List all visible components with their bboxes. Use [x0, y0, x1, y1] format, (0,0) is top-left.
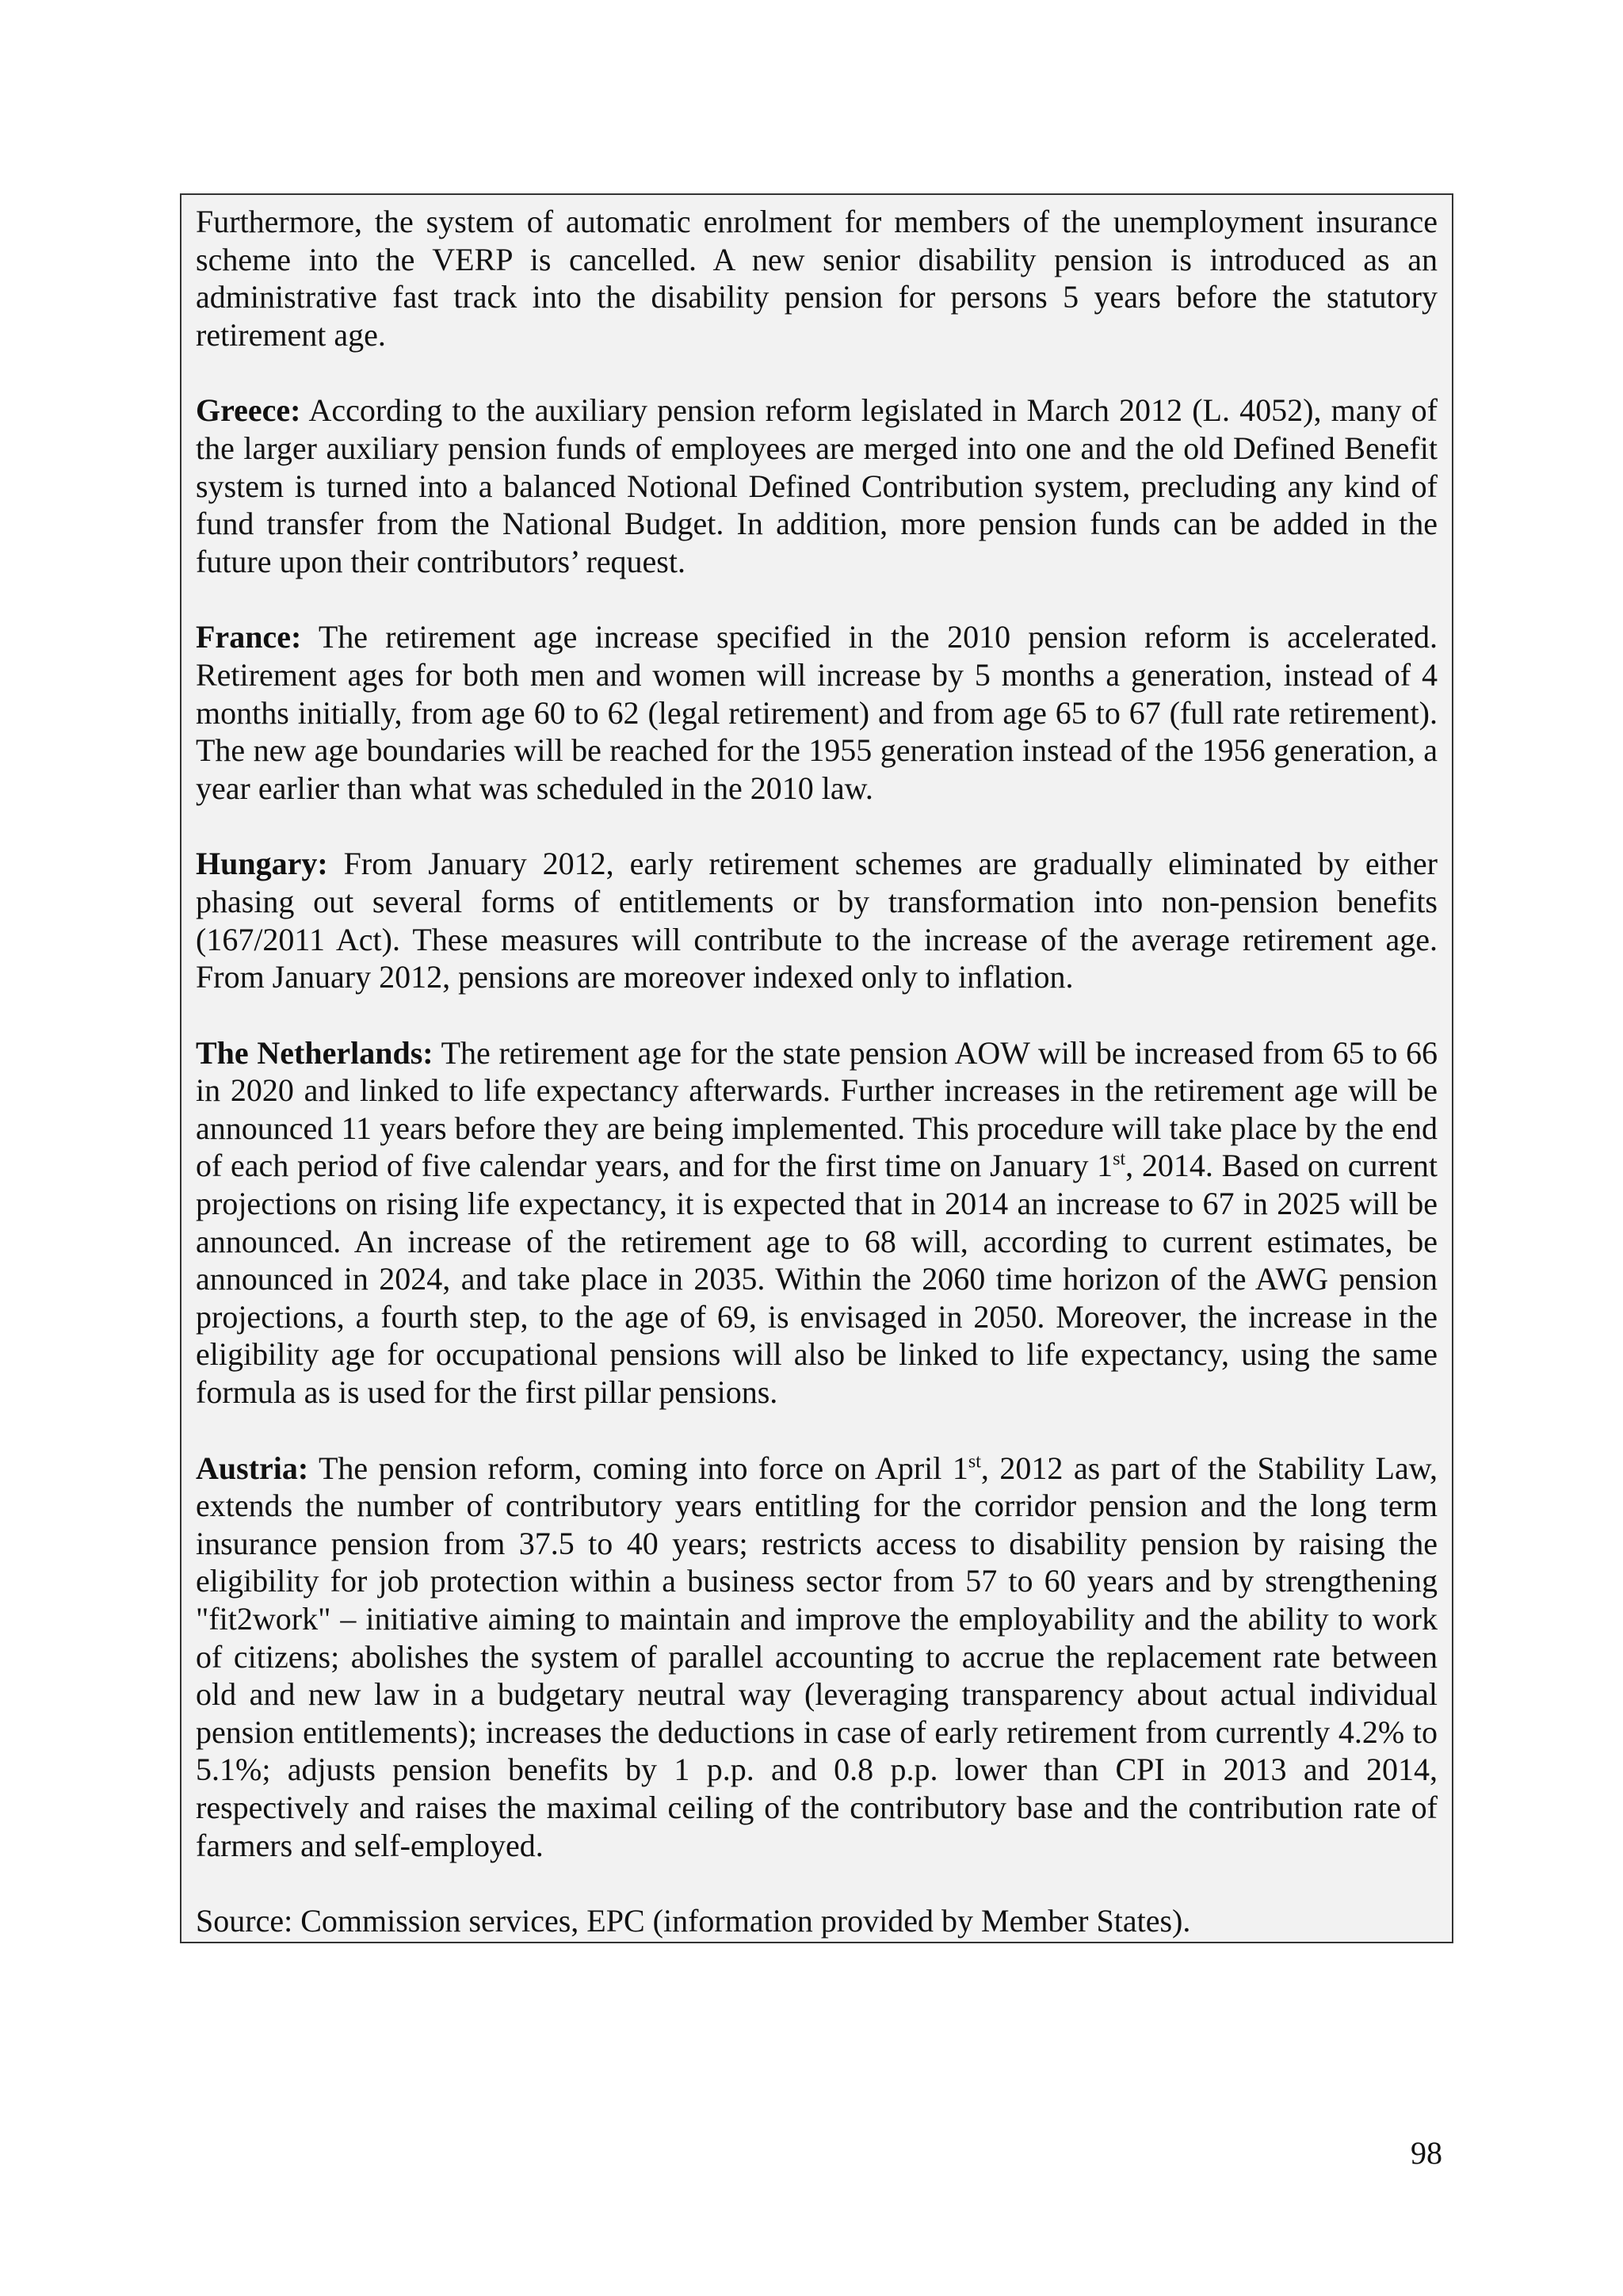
boxed-text-panel: [180, 193, 1453, 1943]
netherlands-text-part-1: The retirement age for the state pension AOW will be increased from 65 to 66 in 2020 and linked to life expectancy afterwards. Further increases in the retirement age will be announced 11 years before they are being implemented. This procedure will take place by the end of each period of five calendar years, and for the first time on January 1: [196, 1034, 1438, 1184]
hungary-text: From January 2012, early retirement schemes are gradually eliminated by either phasing out several forms of entitlements or by transformation into non-pension benefits (167/2011 Act). These measures will contribute to the increase of the average retirement age. From January 2012, pensions are moreover indexed only to inflation.: [196, 846, 1438, 995]
paragraph-netherlands: [196, 1034, 1438, 1412]
paragraph-france: [196, 618, 1438, 807]
source-note: [196, 1902, 1438, 1940]
paragraph-intro: [196, 203, 1438, 353]
greece-text: According to the auxiliary pension reform legislated in March 2012 (L. 4052), many of the larger auxiliary pension funds of employees are merged into one and the old Defined Benefit system is turned into a balanced Notional Defined Contribution system, precluding any kind of fund transfer from the National Budget. In addition, more pension funds can be added in the future upon their contributors’ request.: [196, 392, 1438, 579]
country-label-austria: Austria:: [196, 1450, 309, 1486]
source-text: Source: Commission services, EPC (information provided by Member States).: [196, 1903, 1191, 1939]
page-number: 98: [1411, 2135, 1442, 2171]
france-text: The retirement age increase specified in the 2010 pension reform is accelerated. Retirement ages for both men and women will increase by 5 months a generation, instead of 4 months initially, from age 60 to 62 (legal retirement) and from age 65 to 67 (full rate retirement). The new age boundaries will be reached for the 1955 generation instead of the 1956 generation, a year earlier than what was scheduled in the 2010 law.: [196, 619, 1438, 806]
netherlands-text-part-2: , 2014. Based on current projections on rising life expectancy, it is expected that in 2014 an increase to 67 in 2025 will be announced. An increase of the retirement age to 68 will, according to current estimates, be announced in 2024, and take place in 2035. Within the 2060 time horizon of the AWG pension projections, a fourth step, to the age of 69, is envisaged in 2050. Moreover, the increase in the eligibility age for occupational pensions will also be linked to life expectancy, using the same formula as is used for the first pillar pensions.: [196, 1148, 1438, 1411]
country-label-hungary: Hungary:: [196, 846, 328, 882]
intro-text: Furthermore, the system of automatic enrolment for members of the unemployment insurance scheme into the VERP is cancelled. A new senior disability pension is introduced as an administrative fast track into the disability pension for persons 5 years before the statutory retirement age.: [196, 204, 1438, 353]
austria-text-part-1: The pension reform, coming into force on April 1: [308, 1450, 968, 1486]
paragraph-austria: [196, 1450, 1438, 1865]
country-label-france: France:: [196, 619, 302, 655]
country-label-greece: Greece:: [196, 392, 301, 429]
ordinal-superscript: st: [1113, 1149, 1126, 1171]
ordinal-superscript: st: [968, 1451, 981, 1473]
paragraph-hungary: [196, 845, 1438, 995]
paragraph-greece: [196, 392, 1438, 580]
country-label-netherlands: The Netherlands:: [196, 1034, 433, 1071]
austria-text-part-2: , 2012 as part of the Stability Law, extends the number of contributory years entitling for the corridor pension and the long term insurance pension from 37.5 to 40 years; restricts access to disability pension by raising the eligibility for job protection within a business sector from 57 to 60 years and by strengthening "fit2work" – initiative aiming to maintain and improve the employability and the ability to work of citizens; abolishes the system of parallel accounting to accrue the replacement rate between old and new law in a budgetary neutral way (leveraging transparency about actual individual pension entitlements); increases the deductions in case of early retirement from currently 4.2% to 5.1%; adjusts pension benefits by 1 p.p. and 0.8 p.p. lower than CPI in 2013 and 2014, respectively and raises the maximal ceiling of the contributory base and the contribution rate of farmers and self-employed.: [196, 1450, 1438, 1863]
